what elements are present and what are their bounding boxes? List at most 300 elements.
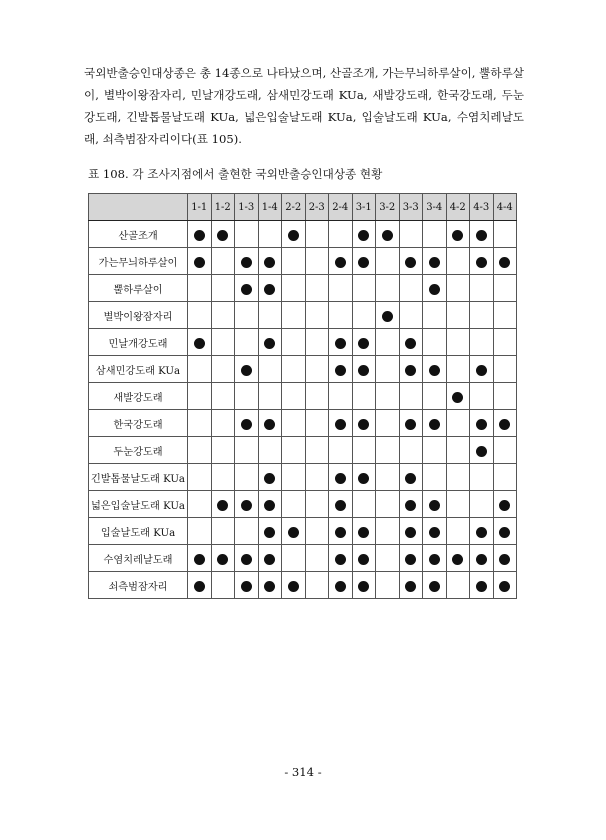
site-header: 4-3 <box>470 194 494 221</box>
filled-circle-icon <box>335 257 346 268</box>
presence-cell <box>376 518 400 545</box>
presence-cell <box>423 572 447 599</box>
presence-cell <box>423 248 447 275</box>
table-row <box>89 518 517 545</box>
filled-circle-icon <box>288 581 299 592</box>
presence-cell <box>493 464 517 491</box>
presence-cell <box>188 221 212 248</box>
presence-cell <box>211 356 235 383</box>
table-row <box>89 437 517 464</box>
filled-circle-icon <box>241 419 252 430</box>
filled-circle-icon <box>358 554 369 565</box>
filled-circle-icon <box>405 554 416 565</box>
filled-circle-icon <box>264 554 275 565</box>
filled-circle-icon <box>476 230 487 241</box>
species-name: 가는무늬하루살이 <box>89 248 188 275</box>
presence-cell <box>493 329 517 356</box>
presence-cell <box>399 518 423 545</box>
presence-cell <box>305 248 329 275</box>
species-occurrence-table <box>88 193 517 599</box>
filled-circle-icon <box>335 554 346 565</box>
presence-cell <box>211 275 235 302</box>
table-header-row <box>89 194 517 221</box>
presence-cell <box>211 383 235 410</box>
filled-circle-icon <box>217 230 228 241</box>
site-header: 2-3 <box>305 194 329 221</box>
presence-cell <box>446 275 470 302</box>
filled-circle-icon <box>499 527 510 538</box>
presence-cell <box>399 248 423 275</box>
species-name: 뿔하루살이 <box>89 275 188 302</box>
presence-cell <box>470 410 494 437</box>
filled-circle-icon <box>335 581 346 592</box>
presence-cell <box>282 518 306 545</box>
filled-circle-icon <box>499 500 510 511</box>
presence-cell <box>423 302 447 329</box>
presence-cell <box>470 356 494 383</box>
presence-cell <box>352 572 376 599</box>
filled-circle-icon <box>358 365 369 376</box>
presence-cell <box>352 383 376 410</box>
filled-circle-icon <box>241 365 252 376</box>
presence-cell <box>423 383 447 410</box>
species-name: 입술날도래 KUa <box>89 518 188 545</box>
presence-cell <box>188 518 212 545</box>
species-name: 두눈강도래 <box>89 437 188 464</box>
species-name: 긴발톱물날도래 KUa <box>89 464 188 491</box>
table-row <box>89 248 517 275</box>
presence-cell <box>446 464 470 491</box>
presence-cell <box>493 491 517 518</box>
presence-cell <box>399 491 423 518</box>
presence-cell <box>446 518 470 545</box>
presence-cell <box>188 248 212 275</box>
presence-cell <box>305 302 329 329</box>
presence-cell <box>235 410 259 437</box>
site-header: 4-2 <box>446 194 470 221</box>
presence-cell <box>352 437 376 464</box>
presence-cell <box>493 518 517 545</box>
presence-cell <box>305 356 329 383</box>
filled-circle-icon <box>264 419 275 430</box>
presence-cell <box>211 572 235 599</box>
filled-circle-icon <box>405 581 416 592</box>
filled-circle-icon <box>264 527 275 538</box>
presence-cell <box>376 221 400 248</box>
presence-cell <box>423 221 447 248</box>
filled-circle-icon <box>405 338 416 349</box>
presence-cell <box>376 491 400 518</box>
filled-circle-icon <box>429 419 440 430</box>
presence-cell <box>446 545 470 572</box>
table-row <box>89 329 517 356</box>
presence-cell <box>329 464 353 491</box>
presence-cell <box>399 356 423 383</box>
presence-cell <box>376 248 400 275</box>
presence-cell <box>376 302 400 329</box>
presence-cell <box>352 356 376 383</box>
site-header: 4-4 <box>493 194 517 221</box>
presence-cell <box>235 329 259 356</box>
presence-cell <box>446 248 470 275</box>
presence-cell <box>399 221 423 248</box>
filled-circle-icon <box>405 257 416 268</box>
presence-cell <box>399 437 423 464</box>
presence-cell <box>305 275 329 302</box>
presence-cell <box>493 221 517 248</box>
table-row <box>89 464 517 491</box>
presence-cell <box>470 572 494 599</box>
presence-cell <box>329 383 353 410</box>
presence-cell <box>446 491 470 518</box>
presence-cell <box>352 410 376 437</box>
presence-cell <box>258 275 282 302</box>
species-name: 쇠측범잠자리 <box>89 572 188 599</box>
presence-cell <box>493 410 517 437</box>
presence-cell <box>188 437 212 464</box>
filled-circle-icon <box>264 338 275 349</box>
presence-cell <box>258 518 282 545</box>
filled-circle-icon <box>358 527 369 538</box>
filled-circle-icon <box>335 338 346 349</box>
presence-cell <box>493 572 517 599</box>
presence-cell <box>282 572 306 599</box>
filled-circle-icon <box>405 473 416 484</box>
site-header: 3-4 <box>423 194 447 221</box>
presence-cell <box>235 248 259 275</box>
filled-circle-icon <box>429 581 440 592</box>
presence-cell <box>470 275 494 302</box>
presence-cell <box>211 248 235 275</box>
body-paragraph: 국외반출승인대상종은 총 14종으로 나타났으며, 산골조개, 가는무늬하루살이, 뿔하루살이, 별박이왕잠자리, 민날개강도래, 삼새민강도래 KUa, 새발강도래, 한국강도래, 두눈강도래, 긴발톱물날도래 KUa, 넓은입술날도래 KUa, 입술날도래 KUa, 수염치레날도래, 쇠측범잠자리이다(표 105). <box>84 66 524 146</box>
presence-cell <box>493 545 517 572</box>
filled-circle-icon <box>499 581 510 592</box>
presence-cell <box>446 221 470 248</box>
filled-circle-icon <box>194 554 205 565</box>
site-header: 1-1 <box>188 194 212 221</box>
presence-cell <box>211 437 235 464</box>
filled-circle-icon <box>429 257 440 268</box>
filled-circle-icon <box>499 554 510 565</box>
filled-circle-icon <box>476 257 487 268</box>
presence-cell <box>399 410 423 437</box>
presence-cell <box>352 221 376 248</box>
presence-cell <box>423 275 447 302</box>
filled-circle-icon <box>264 284 275 295</box>
presence-cell <box>282 545 306 572</box>
filled-circle-icon <box>405 419 416 430</box>
filled-circle-icon <box>241 554 252 565</box>
filled-circle-icon <box>452 230 463 241</box>
presence-cell <box>282 248 306 275</box>
presence-cell <box>188 302 212 329</box>
filled-circle-icon <box>429 284 440 295</box>
presence-cell <box>493 302 517 329</box>
presence-cell <box>305 383 329 410</box>
presence-cell <box>376 356 400 383</box>
presence-cell <box>282 329 306 356</box>
presence-cell <box>423 518 447 545</box>
table-caption: 표 108. 각 조사지점에서 출현한 국외반출승인대상종 현황 <box>88 167 383 181</box>
presence-cell <box>446 383 470 410</box>
table-row <box>89 491 517 518</box>
presence-cell <box>493 437 517 464</box>
table-row <box>89 275 517 302</box>
presence-cell <box>305 572 329 599</box>
presence-cell <box>235 572 259 599</box>
presence-cell <box>352 545 376 572</box>
filled-circle-icon <box>452 392 463 403</box>
presence-cell <box>211 410 235 437</box>
species-name: 민날개강도래 <box>89 329 188 356</box>
filled-circle-icon <box>241 581 252 592</box>
filled-circle-icon <box>405 365 416 376</box>
filled-circle-icon <box>405 527 416 538</box>
filled-circle-icon <box>335 527 346 538</box>
presence-cell <box>376 383 400 410</box>
presence-cell <box>305 545 329 572</box>
filled-circle-icon <box>217 500 228 511</box>
presence-cell <box>258 491 282 518</box>
presence-cell <box>470 248 494 275</box>
presence-cell <box>235 221 259 248</box>
presence-cell <box>258 383 282 410</box>
filled-circle-icon <box>358 473 369 484</box>
presence-cell <box>235 356 259 383</box>
presence-cell <box>399 545 423 572</box>
site-header: 3-2 <box>376 194 400 221</box>
table-row <box>89 545 517 572</box>
presence-cell <box>352 518 376 545</box>
site-header: 3-3 <box>399 194 423 221</box>
presence-cell <box>329 275 353 302</box>
presence-cell <box>470 302 494 329</box>
presence-cell <box>211 518 235 545</box>
filled-circle-icon <box>241 284 252 295</box>
table-row <box>89 572 517 599</box>
presence-cell <box>305 464 329 491</box>
presence-cell <box>258 329 282 356</box>
filled-circle-icon <box>429 365 440 376</box>
presence-cell <box>211 464 235 491</box>
filled-circle-icon <box>335 473 346 484</box>
presence-cell <box>305 329 329 356</box>
site-header: 1-3 <box>235 194 259 221</box>
presence-cell <box>329 248 353 275</box>
species-name: 새발강도래 <box>89 383 188 410</box>
presence-cell <box>352 248 376 275</box>
presence-cell <box>211 545 235 572</box>
species-name: 수염치레날도래 <box>89 545 188 572</box>
table-corner-cell <box>89 194 188 221</box>
filled-circle-icon <box>194 338 205 349</box>
filled-circle-icon <box>429 554 440 565</box>
presence-cell <box>305 491 329 518</box>
presence-cell <box>493 383 517 410</box>
site-header: 2-4 <box>329 194 353 221</box>
presence-cell <box>329 572 353 599</box>
presence-cell <box>376 437 400 464</box>
filled-circle-icon <box>358 581 369 592</box>
presence-cell <box>305 437 329 464</box>
filled-circle-icon <box>264 473 275 484</box>
filled-circle-icon <box>194 230 205 241</box>
presence-cell <box>211 221 235 248</box>
table-row <box>89 302 517 329</box>
presence-cell <box>211 302 235 329</box>
presence-cell <box>188 383 212 410</box>
presence-cell <box>470 221 494 248</box>
site-header: 1-2 <box>211 194 235 221</box>
presence-cell <box>376 329 400 356</box>
species-name: 삼새민강도래 KUa <box>89 356 188 383</box>
species-name: 넓은입술날도래 KUa <box>89 491 188 518</box>
presence-cell <box>235 464 259 491</box>
presence-cell <box>258 221 282 248</box>
filled-circle-icon <box>264 581 275 592</box>
filled-circle-icon <box>476 581 487 592</box>
filled-circle-icon <box>358 230 369 241</box>
filled-circle-icon <box>335 500 346 511</box>
presence-cell <box>399 275 423 302</box>
presence-cell <box>258 437 282 464</box>
presence-cell <box>376 410 400 437</box>
filled-circle-icon <box>264 257 275 268</box>
presence-cell <box>188 329 212 356</box>
presence-cell <box>493 356 517 383</box>
presence-cell <box>470 464 494 491</box>
presence-cell <box>423 491 447 518</box>
presence-cell <box>188 572 212 599</box>
filled-circle-icon <box>358 338 369 349</box>
filled-circle-icon <box>241 257 252 268</box>
filled-circle-icon <box>335 365 346 376</box>
presence-cell <box>235 383 259 410</box>
presence-cell <box>258 545 282 572</box>
site-header: 3-1 <box>352 194 376 221</box>
presence-cell <box>470 383 494 410</box>
filled-circle-icon <box>194 581 205 592</box>
presence-cell <box>235 491 259 518</box>
site-header: 2-2 <box>282 194 306 221</box>
presence-cell <box>399 572 423 599</box>
presence-cell <box>282 302 306 329</box>
filled-circle-icon <box>499 257 510 268</box>
presence-cell <box>493 275 517 302</box>
presence-cell <box>235 275 259 302</box>
presence-cell <box>329 491 353 518</box>
presence-cell <box>235 545 259 572</box>
presence-cell <box>282 383 306 410</box>
presence-cell <box>376 464 400 491</box>
presence-cell <box>329 410 353 437</box>
presence-cell <box>235 302 259 329</box>
presence-cell <box>423 545 447 572</box>
presence-cell <box>446 572 470 599</box>
presence-cell <box>423 437 447 464</box>
presence-cell <box>282 221 306 248</box>
presence-cell <box>329 302 353 329</box>
presence-cell <box>399 464 423 491</box>
filled-circle-icon <box>335 419 346 430</box>
presence-cell <box>329 545 353 572</box>
presence-cell <box>282 356 306 383</box>
filled-circle-icon <box>288 230 299 241</box>
presence-cell <box>329 329 353 356</box>
presence-cell <box>211 329 235 356</box>
presence-cell <box>258 410 282 437</box>
filled-circle-icon <box>429 500 440 511</box>
presence-cell <box>188 491 212 518</box>
presence-cell <box>376 572 400 599</box>
presence-cell <box>399 383 423 410</box>
presence-cell <box>399 302 423 329</box>
presence-cell <box>446 356 470 383</box>
presence-cell <box>399 329 423 356</box>
presence-cell <box>329 356 353 383</box>
filled-circle-icon <box>476 527 487 538</box>
presence-cell <box>329 518 353 545</box>
filled-circle-icon <box>194 257 205 268</box>
presence-cell <box>188 545 212 572</box>
presence-cell <box>188 410 212 437</box>
filled-circle-icon <box>382 230 393 241</box>
presence-cell <box>470 491 494 518</box>
filled-circle-icon <box>382 311 393 322</box>
presence-cell <box>423 356 447 383</box>
filled-circle-icon <box>429 527 440 538</box>
filled-circle-icon <box>217 554 228 565</box>
presence-cell <box>470 545 494 572</box>
presence-cell <box>305 221 329 248</box>
presence-cell <box>423 410 447 437</box>
presence-cell <box>352 329 376 356</box>
presence-cell <box>188 464 212 491</box>
presence-cell <box>423 464 447 491</box>
presence-cell <box>470 518 494 545</box>
species-name: 산골조개 <box>89 221 188 248</box>
presence-cell <box>493 248 517 275</box>
presence-cell <box>305 518 329 545</box>
presence-cell <box>258 572 282 599</box>
presence-cell <box>329 221 353 248</box>
table-row <box>89 410 517 437</box>
presence-cell <box>446 329 470 356</box>
presence-cell <box>352 302 376 329</box>
presence-cell <box>470 437 494 464</box>
presence-cell <box>446 410 470 437</box>
species-name: 한국강도래 <box>89 410 188 437</box>
presence-cell <box>329 437 353 464</box>
presence-cell <box>235 437 259 464</box>
presence-cell <box>446 437 470 464</box>
presence-cell <box>423 329 447 356</box>
presence-cell <box>211 491 235 518</box>
presence-cell <box>305 410 329 437</box>
filled-circle-icon <box>241 500 252 511</box>
presence-cell <box>352 491 376 518</box>
presence-cell <box>446 302 470 329</box>
filled-circle-icon <box>476 554 487 565</box>
species-name: 별박이왕잠자리 <box>89 302 188 329</box>
presence-cell <box>376 545 400 572</box>
filled-circle-icon <box>476 446 487 457</box>
presence-cell <box>352 464 376 491</box>
presence-cell <box>235 518 259 545</box>
presence-cell <box>258 464 282 491</box>
filled-circle-icon <box>452 554 463 565</box>
filled-circle-icon <box>288 527 299 538</box>
